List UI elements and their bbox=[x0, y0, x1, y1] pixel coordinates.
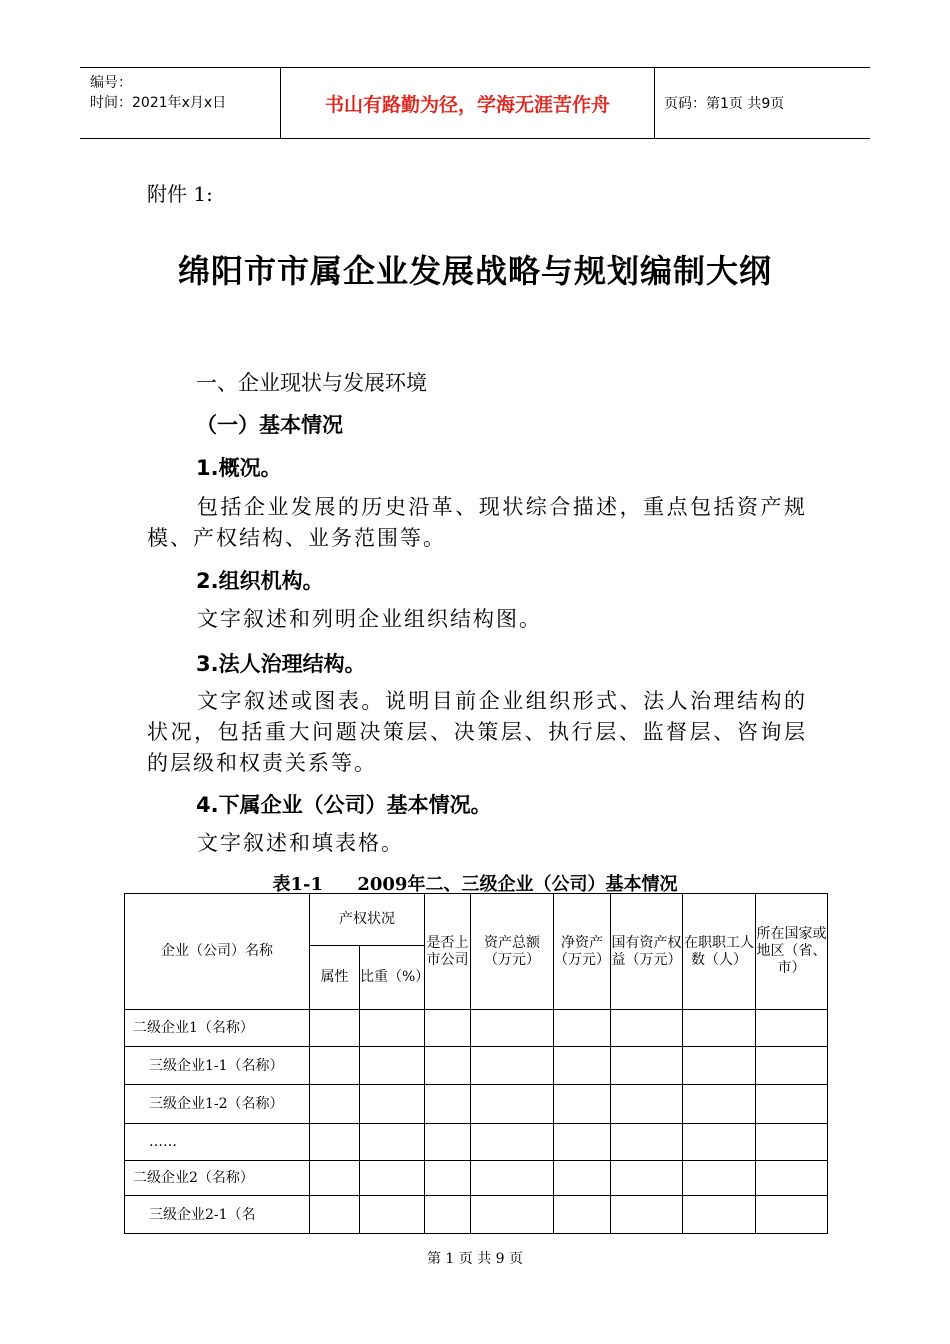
table-title: 2009年二、三级企业（公司）基本情况 bbox=[357, 874, 678, 895]
item-heading-1: 1.概况。 bbox=[196, 456, 282, 480]
enterprise-table bbox=[124, 893, 828, 1234]
section-heading: 一、企业现状与发展环境 bbox=[196, 371, 427, 395]
annex-label: 附件 1: bbox=[147, 182, 213, 206]
item-text-3: 文字叙述或图表。说明目前企业组织形式、法人治理结构的状况，包括重大问题决策层、决策层、执行层、监督层、咨询层的层级和权责关系等。 bbox=[147, 689, 807, 775]
item-text-1: 包括企业发展的历史沿革、现状综合描述，重点包括资产规模、产权结构、业务范围等。 bbox=[147, 495, 807, 550]
header-listed: 是否上市公司 bbox=[425, 894, 471, 1010]
item-heading-4: 4.下属企业（公司）基本情况。 bbox=[196, 793, 492, 817]
item-heading-3: 3.法人治理结构。 bbox=[196, 652, 366, 676]
header-staff: 在职职工人数（人） bbox=[683, 894, 756, 1010]
row-name: 二级企业2（名称） bbox=[125, 1161, 310, 1196]
header-ratio: 比重（%） bbox=[360, 946, 425, 1010]
table-row bbox=[125, 1085, 828, 1124]
header-net-assets: 净资产（万元） bbox=[554, 894, 611, 1010]
header-state-equity: 国有资产权益（万元） bbox=[611, 894, 683, 1010]
page-footer: 第 1 页 共 9 页 bbox=[426, 1251, 524, 1267]
header-page-info: 页码：第1页 共9页 bbox=[664, 96, 785, 112]
header-attr: 属性 bbox=[310, 946, 360, 1010]
header-name: 企业（公司）名称 bbox=[125, 894, 310, 1010]
header-meta bbox=[80, 68, 281, 138]
document-title: 绵阳市市属企业发展战略与规划编制大纲 bbox=[177, 252, 772, 290]
header-ownership: 产权状况 bbox=[310, 894, 425, 946]
item-text-2: 文字叙述和列明企业组织结构图。 bbox=[197, 607, 542, 631]
table-row bbox=[125, 1161, 828, 1196]
table-row bbox=[125, 1047, 828, 1085]
item-heading-2: 2.组织机构。 bbox=[196, 569, 324, 593]
subsection-heading: （一）基本情况 bbox=[196, 413, 343, 437]
table-row bbox=[125, 1124, 828, 1161]
row-name: 三级企业1-1（名称） bbox=[125, 1047, 310, 1085]
header-region: 所在国家或地区（省、市） bbox=[756, 894, 828, 1010]
row-name: 三级企业1-2（名称） bbox=[125, 1085, 310, 1124]
header-motto: 书山有路勤为径，学海无涯苦作舟 bbox=[281, 68, 655, 138]
code-label: 编号： bbox=[90, 75, 132, 91]
table-row bbox=[125, 1196, 828, 1234]
table-number: 表1-1 bbox=[272, 874, 324, 895]
table-row bbox=[125, 1010, 828, 1047]
header-assets: 资产总额（万元） bbox=[471, 894, 554, 1010]
page-header bbox=[80, 67, 870, 139]
row-name: 三级企业2-1（名 bbox=[125, 1196, 310, 1234]
time-label: 时间：2021年x月x日 bbox=[90, 95, 227, 111]
item-text-4: 文字叙述和填表格。 bbox=[197, 831, 404, 855]
row-name: …… bbox=[125, 1124, 310, 1161]
row-name: 二级企业1（名称） bbox=[125, 1010, 310, 1047]
